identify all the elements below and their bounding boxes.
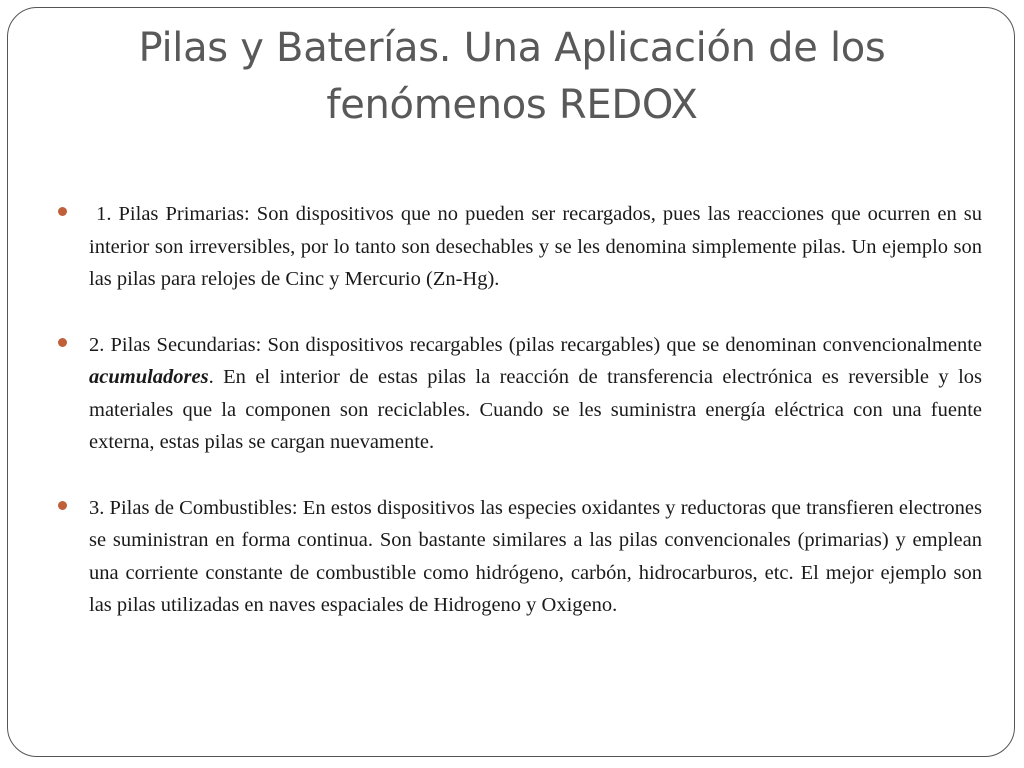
slide-title (30, 20, 994, 134)
title-line-1: Pilas y Baterías. Una Aplicación de los (138, 25, 886, 71)
bullet-dot-icon (58, 338, 67, 347)
bullet-text-after: . En el interior de estas pilas la reacción de transferencia electrónica es reversible y los materiales que la componen son reciclables. Cuando se les suministra energía eléctrica con una fuente externa, estas pilas se cargan nuevamente. (89, 366, 982, 453)
bullet-text: 1. Pilas Primarias: Son dispositivos que no pueden ser recargados, pues las reacciones que ocurren en su interior son irreversibles, por lo tanto son desechables y se les denomina simplemente pilas. Un ejemplo son las pilas para relojes de Cinc y Mercurio (Zn-Hg). (89, 203, 988, 290)
bullet-item-fuel-cells (58, 492, 982, 622)
bullet-item-secondary-cells (58, 329, 982, 459)
bullet-list (58, 198, 988, 622)
bullet-emphasis: acumuladores (89, 366, 209, 388)
title-line-2: fenómenos REDOX (326, 82, 698, 128)
bullet-dot-icon (58, 501, 67, 510)
bullet-text: 3. Pilas de Combustibles: En estos dispositivos las especies oxidantes y reductoras que transfieren electrones se suministran en forma continua. Son bastante similares a las pilas convencionales (primarias) y emplean una corriente constante de combustible como hidrógeno, carbón, hidrocarburos, etc. El mejor ejemplo son las pilas utilizadas en naves espaciales de Hidrogeno y Oxigeno. (89, 496, 982, 616)
bullet-text-before: 2. Pilas Secundarias: Son dispositivos recargables (pilas recargables) que se denominan convencionalmente (89, 333, 982, 356)
bullet-item-primary-cells (58, 198, 988, 296)
bullet-dot-icon (58, 207, 67, 216)
